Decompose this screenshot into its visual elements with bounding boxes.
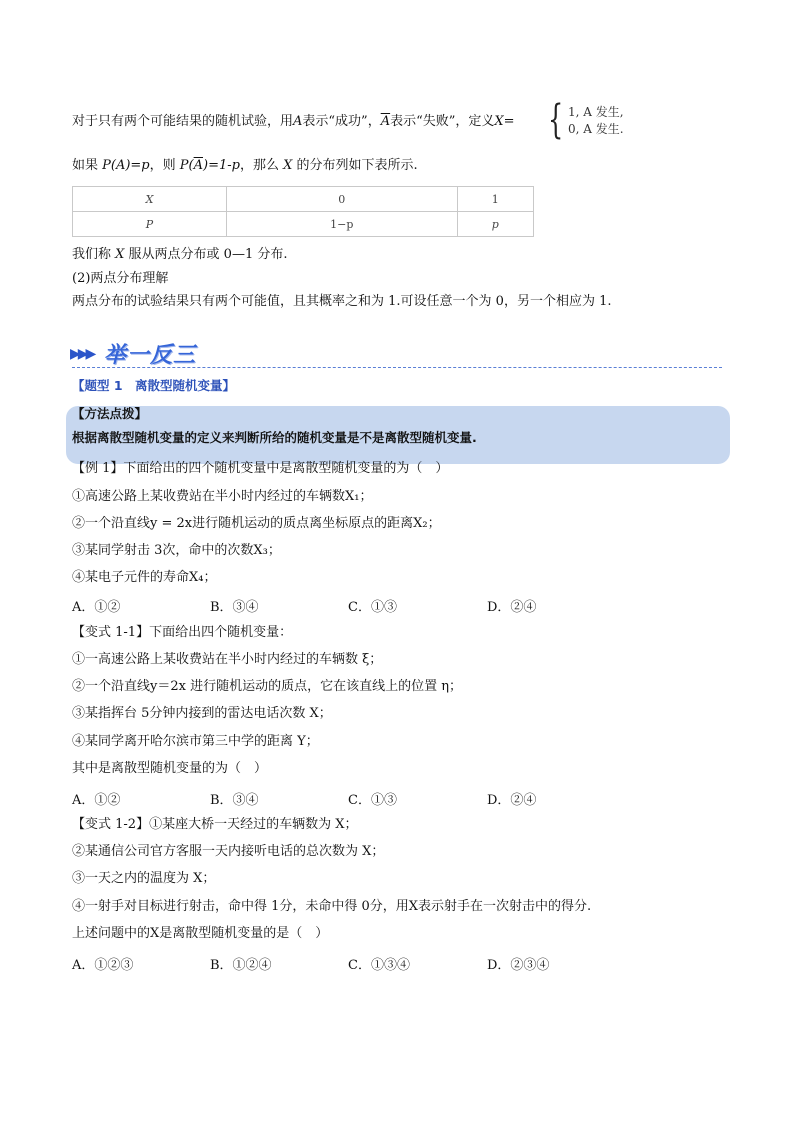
option-a[interactable]: A．①②③: [72, 958, 134, 973]
option-d[interactable]: D．②④: [487, 600, 537, 615]
table-row: [73, 187, 534, 212]
intro-line: [72, 112, 515, 132]
option-a[interactable]: A．①②: [72, 600, 121, 615]
variant-1-2-stem: 【变式 1-2】①某座大桥一天经过的车辆数为 X；: [72, 817, 358, 832]
example-1-item-2: ②一个沿直线y = 2x进行随机运动的质点离坐标原点的距离X₂；: [72, 516, 441, 531]
intro-text: 对于只有两个可能结果的随机试验，用: [72, 114, 294, 129]
text: ，那么: [239, 158, 284, 173]
example-1-stem: 【例 1】下面给出的四个随机变量中是离散型随机变量的为（ ）: [72, 461, 449, 476]
table-cell: X: [73, 187, 227, 212]
text: ，则: [149, 158, 180, 173]
case-1: 1, A 发生,: [568, 105, 624, 119]
variant-1-2-item-4: ④一射手对目标进行射击，命中得 1分，未命中得 0分，用X表示射手在一次射击中的得分.: [72, 899, 592, 914]
intro-text: 表示“失败”，定义: [390, 114, 495, 129]
var-x: X: [283, 158, 293, 173]
option-a[interactable]: A．①②: [72, 793, 121, 808]
table-cell: p: [457, 212, 533, 237]
example-1-item-3: ③某同学射击 3次，命中的次数X₃；: [72, 543, 281, 558]
intro-text: 表示“成功”，: [302, 114, 381, 129]
subsection-heading: (2)两点分布理解: [72, 271, 169, 286]
table-cell: P: [73, 212, 227, 237]
section-banner: [70, 338, 230, 368]
text: 的分布列如下表所示.: [292, 158, 418, 173]
table-cell: 0: [227, 187, 458, 212]
text: P(: [179, 158, 194, 173]
text: 我们称: [72, 247, 116, 262]
question-type-heading: 【题型 1 离散型随机变量】: [72, 378, 236, 393]
distribution-table: [72, 186, 534, 237]
explanation-paragraph: 两点分布的试验结果只有两个可能值，且其概率之和为 1.可设任意一个为 0，另一个相应为 1.: [72, 294, 612, 309]
variant-1-1-stem: 【变式 1-1】下面给出四个随机变量：: [72, 625, 293, 640]
variant-1-2-item-2: ②某通信公司官方客服一天内接听电话的总次数为 X；: [72, 844, 385, 859]
table-cell: 1−p: [227, 212, 458, 237]
option-c[interactable]: C．①③: [348, 793, 397, 808]
variant-1-2-question: 上述问题中的X是离散型随机变量的是（ ）: [72, 926, 329, 941]
var-x: X: [115, 247, 125, 262]
variant-1-1-item-1: ①一高速公路上某收费站在半小时内经过的车辆数 ξ；: [72, 652, 383, 667]
text: )=1-p: [203, 158, 240, 173]
variant-1-2-item-3: ③一天之内的温度为 X；: [72, 871, 216, 886]
variant-1-1-item-4: ④某同学离开哈尔滨市第三中学的距离 Y；: [72, 734, 319, 749]
var-a-bar: $\overline{A}$: [193, 158, 203, 173]
option-d[interactable]: D．②④: [487, 793, 537, 808]
var-x: X: [494, 114, 504, 129]
two-point-statement: [72, 245, 287, 265]
method-title: 【方法点拨】: [72, 406, 148, 421]
variant-1-1-question: 其中是离散型随机变量的为（ ）: [72, 761, 268, 776]
option-b[interactable]: B．③④: [210, 600, 259, 615]
method-text: 根据离散型随机变量的定义来判断所给的随机变量是不是离散型随机变量.: [72, 430, 477, 445]
var-a: A: [293, 114, 303, 129]
table-row: [73, 212, 534, 237]
triple-arrow-icon: ▶▶▶: [70, 346, 94, 362]
variant-1-1-item-3: ③某指挥台 5分钟内接到的雷达电话次数 X；: [72, 706, 332, 721]
prob-a: P(A)=p: [102, 158, 150, 173]
left-brace: {: [548, 97, 564, 143]
equals-sign: =: [503, 114, 515, 129]
case-2: 0, A 发生.: [568, 122, 624, 136]
example-1-item-4: ④某电子元件的寿命X₄；: [72, 570, 217, 585]
option-b[interactable]: B．③④: [210, 793, 259, 808]
dashed-divider: [72, 367, 722, 368]
option-c[interactable]: C．①③: [348, 600, 397, 615]
option-d[interactable]: D．②③④: [487, 958, 550, 973]
text: 如果: [72, 158, 103, 173]
var-a-bar: $\overline{A}$: [380, 114, 391, 129]
example-1-item-1: ①高速公路上某收费站在半小时内经过的车辆数X₁；: [72, 489, 373, 504]
variant-1-1-item-2: ②一个沿直线y＝2x 进行随机运动的质点，它在该直线上的位置 η；: [72, 679, 463, 694]
distribution-intro-line: [72, 156, 418, 176]
text: 服从两点分布或 0—1 分布.: [124, 247, 288, 262]
option-b[interactable]: B．①②④: [210, 958, 272, 973]
option-c[interactable]: C．①③④: [348, 958, 410, 973]
table-cell: 1: [457, 187, 533, 212]
banner-title: 举一反三: [104, 343, 197, 368]
